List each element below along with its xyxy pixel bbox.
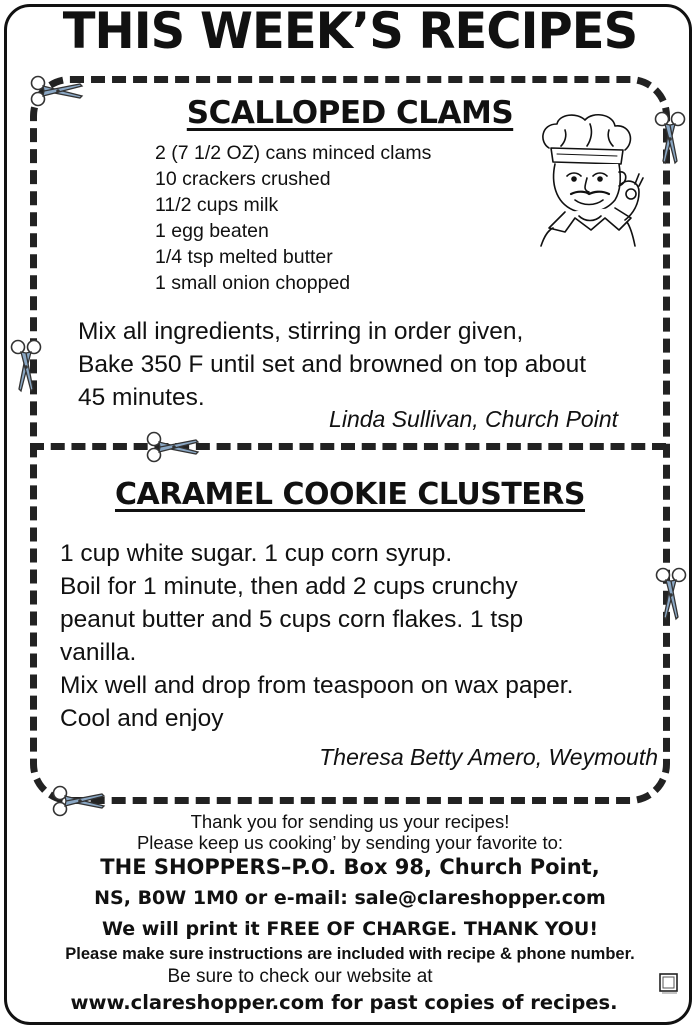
scissors-icon bbox=[653, 111, 687, 167]
recipe-instructions bbox=[78, 315, 658, 414]
ingredient-item: 10 crackers crushed bbox=[155, 168, 331, 190]
recycle-box-icon bbox=[658, 972, 680, 994]
instruction-line: Mix well and drop from teaspoon on wax paper. bbox=[60, 672, 574, 699]
ingredient-item: 2 (7 1/2 OZ) cans minced clams bbox=[155, 142, 432, 164]
scissors-icon bbox=[146, 430, 202, 464]
instruction-line: Bake 350 F until set and browned on top about bbox=[78, 351, 587, 378]
scissors-icon bbox=[654, 567, 688, 623]
instruction-line: 45 minutes. bbox=[78, 384, 205, 411]
recipe-instructions bbox=[60, 537, 660, 735]
scissors-icon bbox=[30, 74, 86, 108]
footer-email: NS, B0W 1M0 or e-mail: sale@clareshopper.com bbox=[94, 887, 606, 909]
footer-instructions-note: Please make sure instructions are included with recipe & phone number. bbox=[65, 945, 635, 963]
instruction-line: vanilla. bbox=[60, 639, 137, 666]
instruction-line: Mix all ingredients, stirring in order given, bbox=[78, 318, 524, 345]
footer-website: www.clareshopper.com for past copies of recipes. bbox=[70, 991, 618, 1014]
instruction-line: Cool and enjoy bbox=[60, 705, 224, 732]
footer-free-of-charge: We will print it FREE OF CHARGE. THANK YOU! bbox=[101, 918, 599, 940]
page-headline: THIS WEEK’S RECIPES bbox=[62, 2, 638, 60]
recipe-author: Theresa Betty Amero, Weymouth bbox=[319, 744, 658, 770]
instruction-line: 1 cup white sugar. 1 cup corn syrup. bbox=[60, 540, 453, 567]
footer-address: THE SHOPPERS–P.O. Box 98, Church Point, bbox=[100, 855, 600, 879]
footer-request: Please keep us cooking’ by sending your favorite to: bbox=[136, 832, 564, 853]
recipe-title-caramel-cookie-clusters: CARAMEL COOKIE CLUSTERS bbox=[114, 477, 586, 512]
instruction-line: peanut butter and 5 cups corn flakes. 1 tsp bbox=[60, 606, 524, 633]
ingredient-item: 1 small onion chopped bbox=[155, 272, 351, 294]
footer-thank-you: Thank you for sending us your recipes! bbox=[190, 811, 510, 832]
ingredient-list bbox=[155, 140, 431, 296]
scissors-icon bbox=[9, 339, 43, 395]
recipe-title-scalloped-clams: SCALLOPED CLAMS bbox=[186, 95, 514, 131]
instruction-line: Boil for 1 minute, then add 2 cups crunchy bbox=[60, 573, 518, 600]
chef-illustration bbox=[535, 112, 645, 247]
footer-website-intro: Be sure to check our website at bbox=[167, 966, 433, 987]
ingredient-item: 1/4 tsp melted butter bbox=[155, 246, 333, 268]
coupon-cut-line bbox=[30, 443, 666, 450]
recipe-author: Linda Sullivan, Church Point bbox=[329, 406, 618, 432]
ingredient-item: 1 egg beaten bbox=[155, 220, 269, 242]
ingredient-item: 11/2 cups milk bbox=[155, 194, 279, 216]
